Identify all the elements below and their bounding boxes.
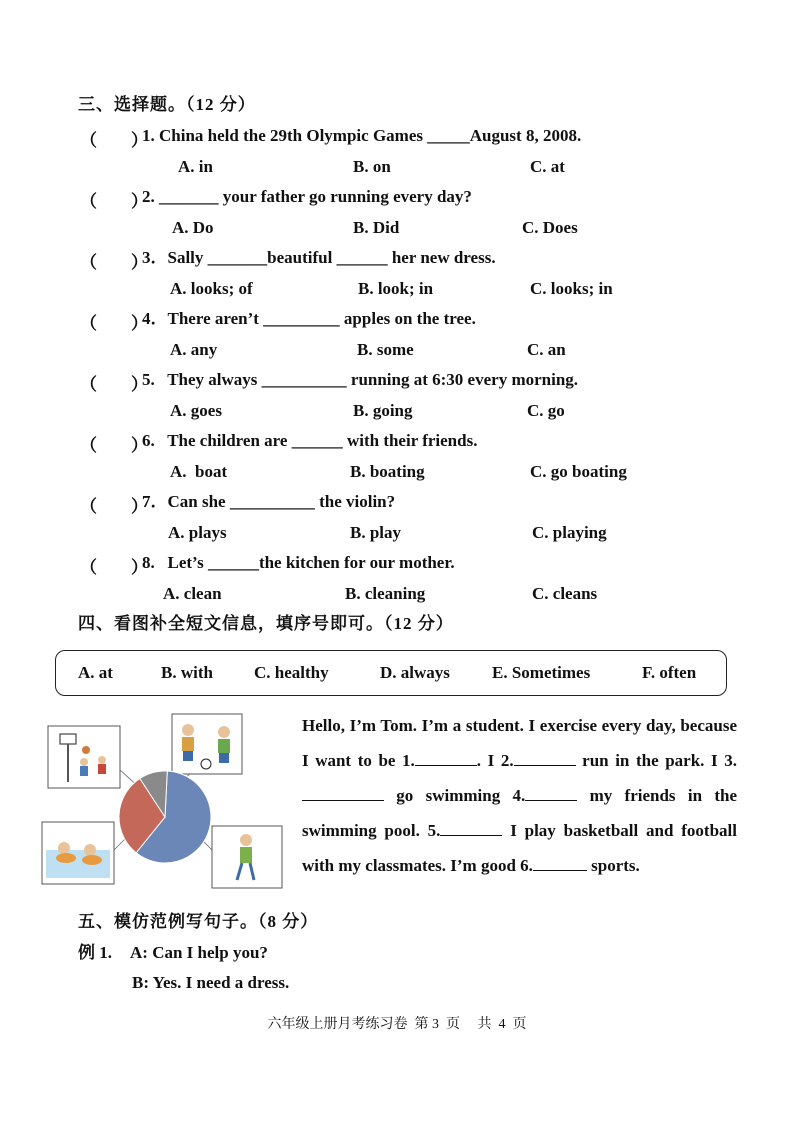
blank-4[interactable] [525,784,577,801]
option-b[interactable]: B. play [350,523,402,542]
passage-text: . I 2. [476,751,514,770]
example-line-b: B: Yes. I need a dress. [132,973,290,992]
option-a[interactable]: A. clean [163,584,222,603]
option-b[interactable]: B. some [357,340,414,359]
example-line-a: A: Can I help you? [130,943,268,962]
option-b[interactable]: B. on [353,157,391,176]
running-picture [212,826,282,888]
passage-text: sports. [586,856,640,875]
word-option: B. with [161,663,213,682]
page-footer: 六年级上册月考练习卷 第 3 页 共 4 页 [267,1017,527,1032]
option-b[interactable]: B. going [353,401,413,420]
answer-paren[interactable]: （ ） [80,253,148,272]
answer-paren[interactable]: （ ） [80,192,148,211]
activity-pie-chart [119,771,211,863]
question-stem: 4．There aren’t _________ apples on the tree. [142,309,476,328]
option-a[interactable]: A. looks; of [170,279,253,298]
answer-paren[interactable]: （ ） [80,131,148,150]
passage-text: Hello, I’m Tom. I’m a student. I exercise every day, because I want to be 1. [302,716,737,770]
section-5-title: 五、模仿范例写句子。（8 分） [78,912,319,931]
answer-paren[interactable]: （ ） [80,558,148,577]
word-option: F. often [642,663,697,682]
answer-paren[interactable]: （ ） [80,497,148,516]
option-a[interactable]: A. in [178,157,213,176]
option-c[interactable]: C. go [527,401,565,420]
blank-3[interactable] [302,784,384,801]
option-a[interactable]: A. goes [170,401,222,420]
section-4-title: 四、看图补全短文信息，填序号即可。（12 分） [78,614,454,633]
question-stem: 3．Sally _______beautiful ______ her new dress. [142,248,496,267]
word-option: E. Sometimes [492,663,591,682]
blank-2[interactable] [514,749,576,766]
word-option: D. always [380,663,450,682]
word-option: C. healthy [254,663,329,682]
question-stem: 1. China held the 29th Olympic Games _____August 8, 2008. [142,126,582,145]
question-stem: 5. They always __________ running at 6:30 every morning. [142,370,579,389]
section-3-title: 三、选择题。（12 分） [78,95,256,114]
answer-paren[interactable]: （ ） [80,314,148,333]
option-c[interactable]: C. playing [532,523,607,542]
blank-6[interactable] [533,854,587,871]
question-stem: 8. Let’s ______the kitchen for our mother. [142,553,455,572]
swimming-picture [42,822,114,884]
answer-paren[interactable]: （ ） [80,375,148,394]
blank-1[interactable] [415,749,477,766]
question-stem: 6. The children are ______ with their friends. [142,431,478,450]
basketball-picture [48,726,120,788]
football-picture [172,714,242,774]
question-stem: 7．Can she __________ the violin? [142,492,396,511]
option-a[interactable]: A. boat [170,462,228,481]
option-c[interactable]: C. an [527,340,566,359]
word-bank [55,650,727,696]
option-c[interactable]: C. go boating [530,462,627,481]
option-c[interactable]: C. Does [522,218,578,237]
option-c[interactable]: C. looks; in [530,279,613,298]
reading-passage [302,708,737,883]
option-b[interactable]: B. boating [350,462,425,481]
option-c[interactable]: C. at [530,157,565,176]
option-b[interactable]: B. cleaning [345,584,426,603]
option-b[interactable]: B. look; in [358,279,434,298]
activity-illustration [40,710,290,895]
passage-text: run in the park. I 3. [575,751,737,770]
answer-paren[interactable]: （ ） [80,436,148,455]
blank-5[interactable] [440,819,502,836]
option-a[interactable]: A. Do [172,218,214,237]
option-b[interactable]: B. Did [353,218,400,237]
question-stem: 2. _______ your father go running every day? [142,187,472,206]
passage-text: my friends in the swimming pool. 5. [302,786,737,840]
passage-text: I play basketball and football with my classmates. I’m good 6. [302,821,737,875]
option-c[interactable]: C. cleans [532,584,598,603]
passage-text: go swimming 4. [384,786,526,805]
example-label: 例 1. [78,943,112,962]
option-a[interactable]: A. plays [168,523,227,542]
word-option: A. at [78,663,113,682]
option-a[interactable]: A. any [170,340,218,359]
